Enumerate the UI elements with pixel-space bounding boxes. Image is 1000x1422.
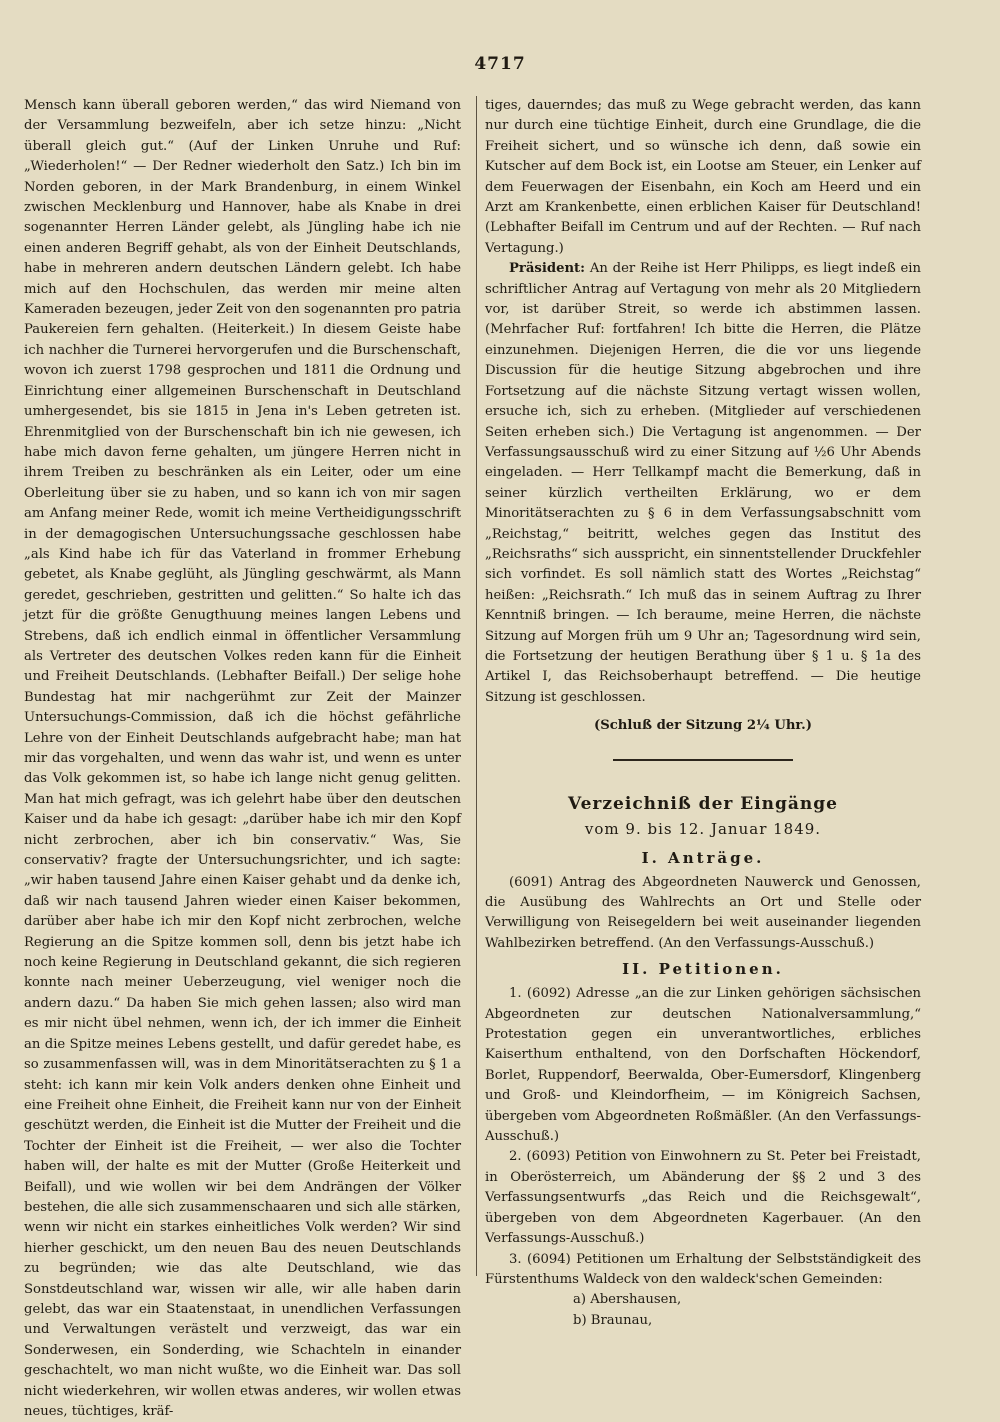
column-divider (476, 96, 477, 1276)
petition-entry-1: 1. (6092) Adresse „an die zur Linken gehörigen sächsischen Abgeordneten zur deutschen Nationalversammlung,“ Protestation gegen ein unverantwortliches, erbliches Kaiserthum enthaltend, von den Dorfschaften Höckendorf, Borlet, Ruppendorf, Beerwalda, Ober-Eumersdorf, Klingenberg und Groß- und Kleindorfheim, — im Königreich Sachsen, übergeben vom Abgeordneten Roßmäßler. (An den Verfassungs-Ausschuß.) (485, 986, 921, 1145)
petition-entry-3: 3. (6094) Petitionen um Erhaltung der Selbstständigkeit des Fürstenthums Waldeck von den waldeck'schen Gemeinden: (485, 1251, 921, 1287)
president-paragraph (485, 259, 921, 708)
list-item: a) Abershausen, (573, 1292, 682, 1308)
speech-continuation: tiges, dauerndes; das muß zu Wege gebracht werden, das kann nur durch eine tüchtige Einheit, durch eine Grundlage, die die Freiheit sichert, und so wünsche ich denn, daß sowie ein Kutscher auf dem Bock ist, ein Lootse am Steuer, ein Lenker auf dem Feuerwagen der Eisenbahn, ein Koch am Heerd und ein Arzt am Krankenbette, einen erblichen Kaiser für Deutschland! (Lebhafter Beifall im Centrum und auf der Rechten. — Ruf nach Vertagung.) (485, 98, 921, 256)
speech-paragraph: Mensch kann überall geboren werden,“ das wird Niemand von der Versammlung bezweifeln, aber ich setze hinzu: „Nicht überall gleich gut.“ (Auf der Linken Unruhe und Ruf: „Wiederholen!“ — Der Redner wiederholt den Satz.) Ich bin im Norden geboren, in der Mark Brandenburg, in einem Winkel zwischen Mecklenburg und Hannover, habe als Knabe in drei sogenannter Herren Länder gelebt, als Jüngling habe ich nie einen anderen Begriff gehabt, als von der Einheit Deutschlands, habe in mehreren andern deutschen Ländern gelebt. Ich habe mich auf den Hochschulen, das werden mir meine alten Kameraden bezeugen, jeder Zeit von den sogenannten pro patria Paukereien fern gehalten. (Heiterkeit.) In diesem Geiste habe ich nachher die Turnerei hervorgerufen und die Burschenschaft, wovon ich zuerst 1798 gesprochen und 1811 die Ordnung und Einrichtung einer allgemeinen Burschenschaft in Deutschland umhergesendet, bis sie 1815 in Jena in's Leben getreten ist. Ehrenmitglied von der Burschenschaft bin ich nie gewesen, ich habe mich davon ferne gehalten, um jüngere Herren nicht in ihrem Treiben zu beschränken als ein Leiter, oder um eine Oberleitung über sie zu haben, und so kann ich von mir sagen am Anfang meiner Rede, womit ich meine Vertheidigungsschrift in der demagogischen Untersuchungssache geschlossen habe „als Kind habe ich für das Vaterland in frommer Erhebung gebetet, als Knabe geglüht, als Jüngling geschwärmt, als Mann geredet, geschrieben, gestritten und gelitten.“ So halte ich das jetzt für die größte Genugthuung meines langen Lebens und Strebens, daß ich endlich einmal in öffentlicher Versammlung als Vertreter des deutschen Volkes reden kann für die Einheit und Freiheit Deutschlands. (Lebhafter Beifall.) Der selige hohe Bundestag hat mir nachgerühmt zur Zeit der Mainzer Untersuchungs-Commission, daß ich die höchst gefährliche Lehre von der Einheit Deutschlands aufgebracht habe; man hat mir das vorgehalten, und wenn das wahr ist, und wenn es unter das Volk gekommen ist, so habe ich lange nicht genug gelitten. Man hat mich gefragt, was ich gelehrt habe über den deutschen Kaiser und da habe ich gesagt: „darüber habe ich mir den Kopf nicht zerbrochen, aber ich bin conservativ.“ Was, Sie conservativ? fragte der Untersuchungsrichter, und ich sagte: „wir haben tausend Jahre einen Kaiser gehabt und da denke ich, daß wir nach tausend Jahren wieder einen Kaiser bekommen, darüber aber habe ich mir den Kopf nicht zerbrochen, welche Regierung an die Spitze kommen soll, denn bis jetzt habe ich noch keine Regierung in Deutschland gekannt, die sich regieren konnte nach meiner Ueberzeugung, viel weniger noch die andern dazu.“ Da haben Sie mich gehen lassen; also wird man es mir nicht übel nehmen, wenn ich, der ich immer die Einheit an die Spitze meines Lebens gestellt, und dafür geredet habe, es so zusammenfassen will, was in dem Minoritätserachten zu § 1 a steht: ich kann mir kein Volk anders denken ohne Einheit und eine Freiheit ohne Einheit, die Freiheit kann nur von der Einheit geschützt werden, die Einheit ist die Mutter der Freiheit und die Tochter der Einheit ist die Freiheit, — wer also die Tochter haben will, der halte es mit der Mutter (Große Heiterkeit und Beifall), und wie wollen wir bei dem Andrängen der Völker bestehen, die alle sich zusammenschaaren und sich alle stärken, wenn wir nicht ein starkes einheitliches Volk werden? Wir sind hierher geschickt, um den neuen Bau des neuen Deutschlands zu begründen; wie das alte Deutschland, wie das Sonstdeutschland war, wissen wir alle, wir alle haben darin gelebt, das war ein Staatenstaat, in unendlichen Verfassungen und Verwaltungen verästelt und verzweigt, das war ein Sonderwesen, ein Sonderding, wie Schachteln in einander geschachtelt, wo man nicht wußte, wo die Einheit war. Das soll nicht wiederkehren, wir wollen etwas anderes, wir wollen etwas neues, tüchtiges, kräf- (24, 98, 462, 1419)
petition-entry-2: 2. (6093) Petition von Einwohnern zu St. Peter bei Freistadt, in Oberösterreich, um Abänderung der §§ 2 und 3 des Verfassungsentwurfs „das Reich und die Reichsgewalt“, übergeben von dem Abgeordneten Kagerbauer. (An den Verfassungs-Ausschuß.) (485, 1149, 921, 1247)
right-column (485, 96, 921, 1331)
register-heading: Verzeichniß der Eingänge (567, 793, 838, 814)
section-separator (613, 759, 793, 761)
petition-list (485, 1290, 921, 1331)
section-title-motions: I. Anträge. (641, 848, 765, 867)
register-date-range: vom 9. bis 12. Januar 1849. (584, 819, 822, 838)
list-item: b) Braunau, (573, 1312, 653, 1328)
president-text: An der Reihe ist Herr Philipps, es liegt indeß ein schriftlicher Antrag auf Vertagung von mehr als 20 Mitgliedern vor, ist darüber Streit, so werde ich abstimmen lassen. (Mehrfacher Ruf: fortfahren! Ich bitte die Herren, die Plätze einzunehmen. Diejenigen Herren, die die vor uns liegende Discussion für die heutige Sitzung abgebrochen und ihre Fortsetzung auf die nächste Sitzung vertagt wissen wollen, ersuche ich, sich zu erheben. (Mitglieder auf verschiedenen Seiten erheben sich.) Die Vertagung ist angenommen. — Der Verfassungsausschuß wird zu einer Sitzung auf ½6 Uhr Abends eingeladen. — Herr Tellkampf macht die Bemerkung, daß in seiner kürzlich vertheilten Erklärung, wo er dem Minoritätserachten zu § 6 in dem Verfassungsabschnitt vom „Reichstag,“ beitritt, welches gegen das Institut des „Reichsraths“ sich ausspricht, ein sinnentstellender Druckfehler sich vorfindet. Es soll nämlich statt des Wortes „Reichstag“ heißen: „Reichsrath.“ Ich muß das in seinem Auftrag zu Ihrer Kenntniß bringen. — Ich beraume, meine Herren, die nächste Sitzung auf Morgen früh um 9 Uhr an; Tagesordnung wird sein, die Fortsetzung der heutigen Berathung über § 1 u. § 1a des Artikel I, das Reichsoberhaupt betreffend. — Die heutige Sitzung ist geschlossen. (485, 261, 921, 705)
left-column (24, 96, 461, 1422)
president-label: Präsident: (509, 261, 586, 277)
motion-entry: (6091) Antrag des Abgeordneten Nauwerck und Genossen, die Ausübung des Wahlrechts an Ort und Stelle oder Verwilligung von Reisegeldern bei weit auseinander liegenden Wahlbezirken betreffend. (An den Verfassungs-Ausschuß.) (485, 874, 921, 951)
section-title-petitions: II. Petitionen. (622, 960, 784, 979)
page-number: 4717 (474, 54, 526, 74)
session-closing: (Schluß der Sitzung 2¼ Uhr.) (593, 718, 813, 734)
